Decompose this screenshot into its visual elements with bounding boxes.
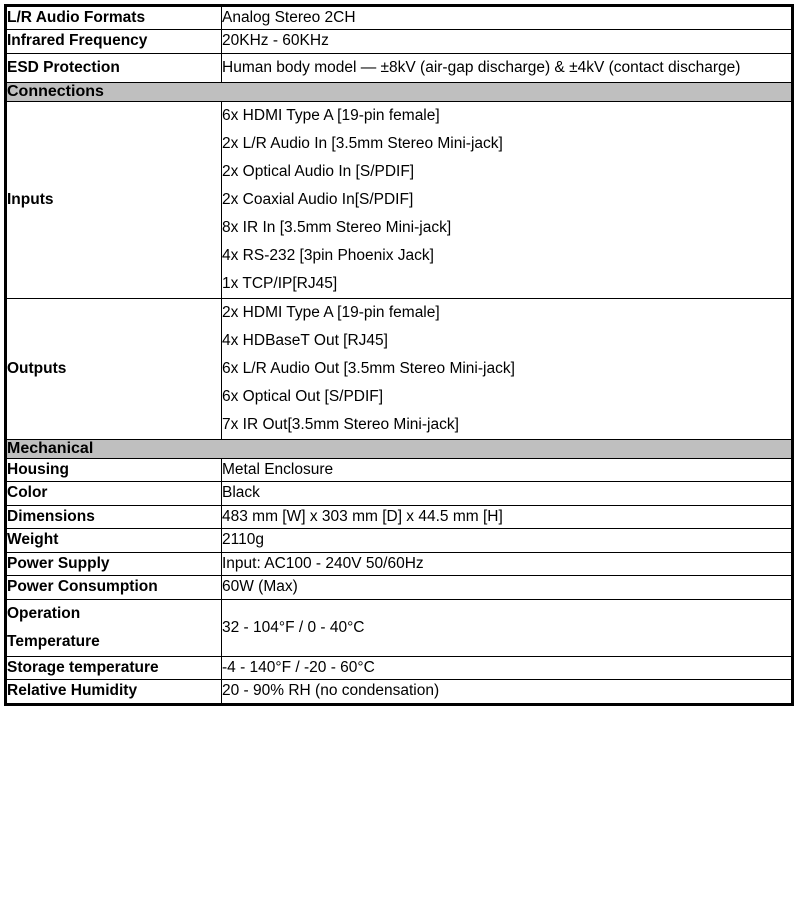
spec-label: Storage temperature [6, 656, 222, 679]
specification-sheet [4, 4, 791, 706]
spec-value-outputs [222, 298, 793, 439]
list-item: 4x RS-232 [3pin Phoenix Jack] [222, 246, 434, 264]
list-item: 6x L/R Audio Out [3.5mm Stereo Mini-jack] [222, 359, 515, 377]
list-item: 4x HDBaseT Out [RJ45] [222, 331, 388, 349]
table-row [6, 552, 793, 575]
spec-label: Housing [6, 458, 222, 481]
section-header-connections [6, 82, 793, 101]
list-item: 8x IR In [3.5mm Stereo Mini-jack] [222, 218, 452, 236]
spec-value: 20 - 90% RH (no condensation) [222, 680, 793, 704]
list-item: 6x Optical Out [S/PDIF] [222, 387, 384, 405]
spec-label: Power Supply [6, 552, 222, 575]
spec-value: Metal Enclosure [222, 458, 793, 481]
table-row [6, 680, 793, 704]
list-item: 1x TCP/IP[RJ45] [222, 274, 338, 292]
spec-label: Weight [6, 529, 222, 552]
spec-label: L/R Audio Formats [6, 6, 222, 30]
spec-label: ESD Protection [6, 53, 222, 82]
spec-label-line: Operation [7, 604, 81, 622]
list-item: 2x Optical Audio In [S/PDIF] [222, 162, 415, 180]
spec-label: Infrared Frequency [6, 30, 222, 53]
spec-label-line: Temperature [7, 632, 100, 650]
table-row [6, 505, 793, 528]
section-header-label: Mechanical [6, 439, 793, 458]
table-row [6, 30, 793, 53]
spec-value: Black [222, 482, 793, 505]
spec-value: Analog Stereo 2CH [222, 6, 793, 30]
table-row [6, 576, 793, 599]
table-row [6, 298, 793, 439]
spec-value: -4 - 140°F / -20 - 60°C [222, 656, 793, 679]
spec-value: 60W (Max) [222, 576, 793, 599]
list-item: 2x Coaxial Audio In[S/PDIF] [222, 190, 414, 208]
spec-value: Human body model — ±8kV (air-gap discharge) & ±4kV (contact discharge) [222, 53, 793, 82]
spec-value: 20KHz - 60KHz [222, 30, 793, 53]
list-item: 2x HDMI Type A [19-pin female] [222, 303, 440, 321]
spec-label-operation-temperature [6, 599, 222, 656]
spec-value: 483 mm [W] x 303 mm [D] x 44.5 mm [H] [222, 505, 793, 528]
spec-label: Power Consumption [6, 576, 222, 599]
spec-label: Relative Humidity [6, 680, 222, 704]
table-row [6, 53, 793, 82]
spec-label-outputs: Outputs [6, 298, 222, 439]
list-item: 7x IR Out[3.5mm Stereo Mini-jack] [222, 415, 459, 433]
spec-value: 32 - 104°F / 0 - 40°C [222, 599, 793, 656]
spec-value: Input: AC100 - 240V 50/60Hz [222, 552, 793, 575]
spec-label: Dimensions [6, 505, 222, 528]
list-item: 2x L/R Audio In [3.5mm Stereo Mini-jack] [222, 134, 503, 152]
table-row [6, 656, 793, 679]
table-row [6, 482, 793, 505]
spec-value: 2110g [222, 529, 793, 552]
table-row [6, 599, 793, 656]
section-header-label: Connections [6, 82, 793, 101]
list-item: 6x HDMI Type A [19-pin female] [222, 106, 440, 124]
table-row [6, 101, 793, 298]
spec-label: Color [6, 482, 222, 505]
table-row [6, 6, 793, 30]
table-row [6, 458, 793, 481]
spec-value-inputs [222, 101, 793, 298]
specification-table [4, 4, 794, 706]
spec-label-inputs: Inputs [6, 101, 222, 298]
table-row [6, 529, 793, 552]
section-header-mechanical [6, 439, 793, 458]
